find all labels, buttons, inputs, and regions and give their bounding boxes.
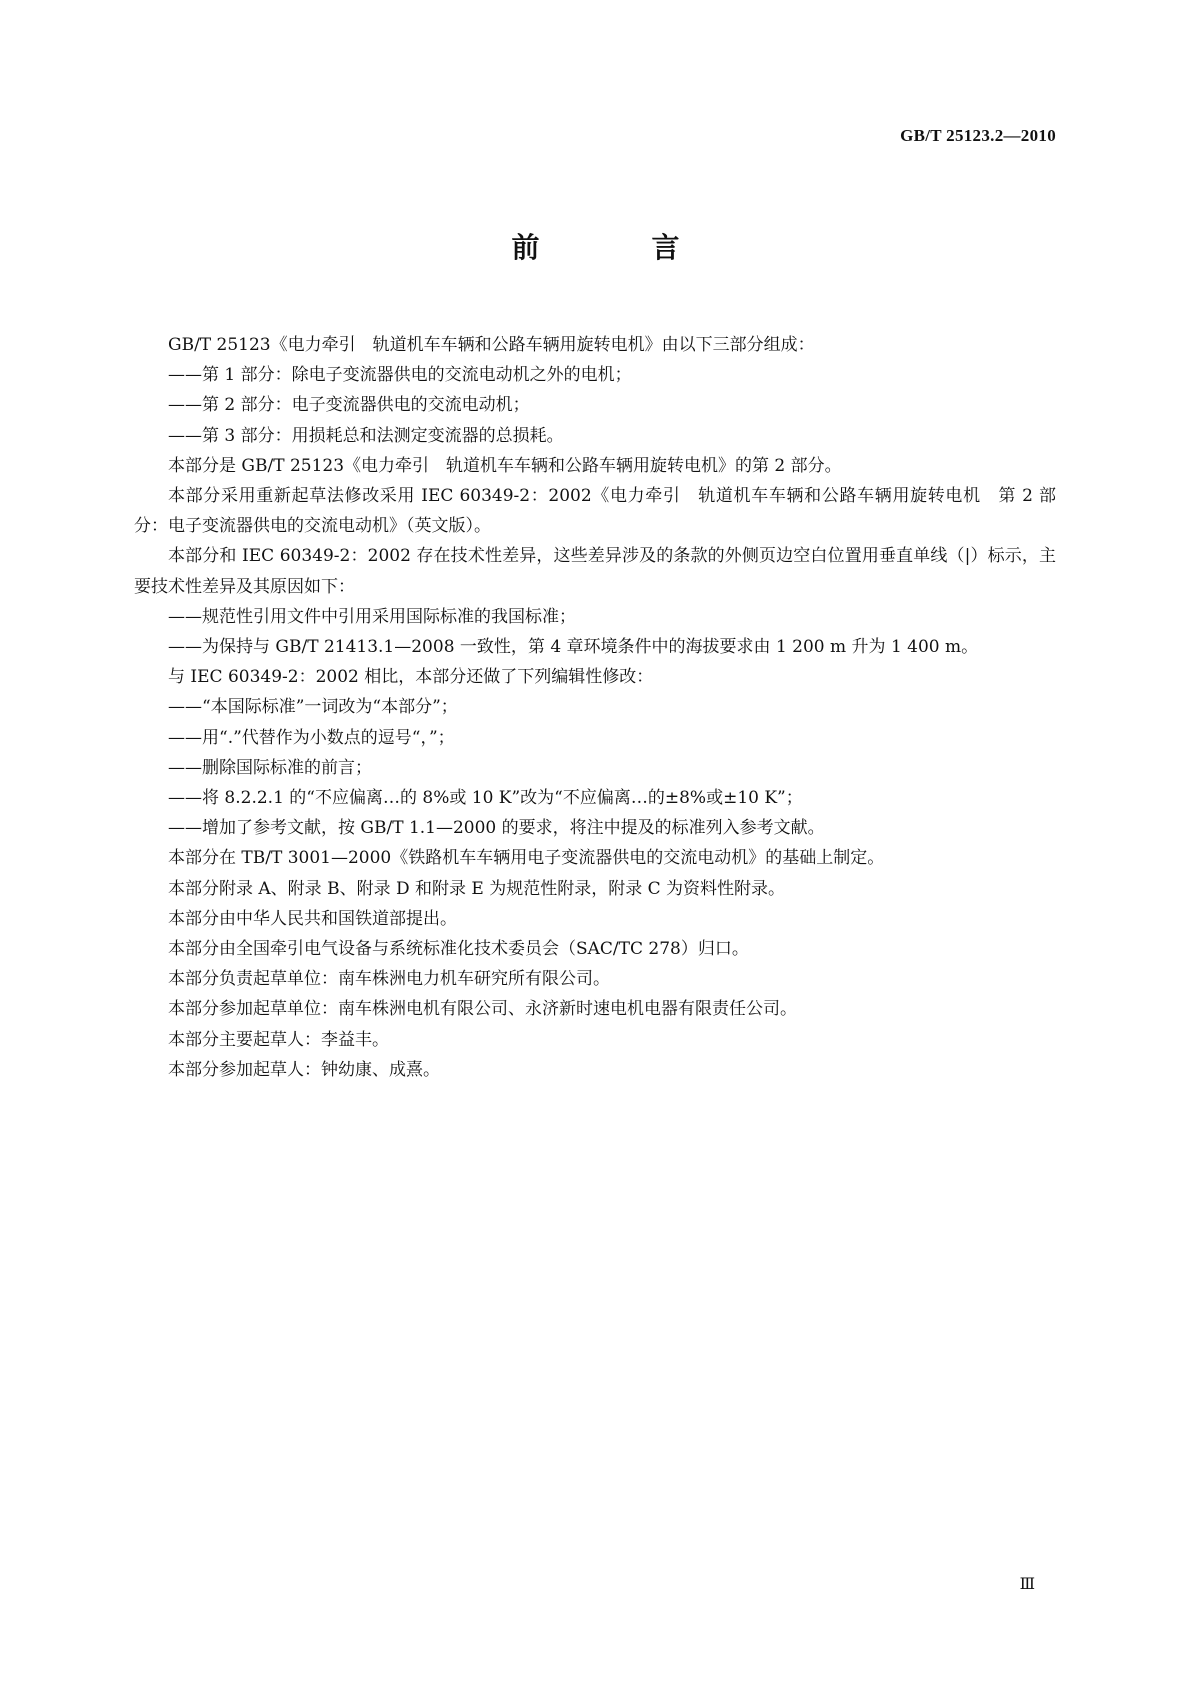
paragraph-proposer: 本部分由中华人民共和国铁道部提出。: [168, 908, 457, 929]
page-number: Ⅲ: [1019, 1576, 1035, 1593]
paragraph-committee: 本部分由全国牵引电气设备与系统标准化技术委员会（SAC/TC 278）归口。: [168, 939, 749, 960]
paragraph-this-part: 本部分是 GB/T 25123《电力牵引 轨道机车车辆和公路车辆用旋转电机》的第 2 部分。: [168, 455, 842, 476]
list-item-part-1: ——第 1 部分：除电子变流器供电的交流电动机之外的电机；: [168, 365, 632, 386]
paragraph-basis: 本部分在 TB/T 3001—2000《铁路机车车辆用电子变流器供电的交流电动机》的基础上制定。: [168, 848, 885, 869]
paragraph-technical-differences: 本部分和 IEC 60349-2：2002 存在技术性差异，这些差异涉及的条款的外侧页边空白位置用垂直单线（|）标示，主要技术性差异及其原因如下：: [134, 546, 1056, 597]
paragraph-responsible-drafter: 本部分负责起草单位：南车株洲电力机车研究所有限公司。: [168, 969, 610, 990]
paragraph-composition: GB/T 25123《电力牵引 轨道机车车辆和公路车辆用旋转电机》由以下三部分组成：: [168, 335, 815, 355]
list-item-part-2: ——第 2 部分：电子变流器供电的交流电动机；: [168, 395, 530, 416]
standard-code: GB/T 25123.2—2010: [900, 126, 1056, 145]
foreword-body: [134, 330, 1056, 1085]
page-title: 前 言: [511, 231, 722, 264]
paragraph-editorial-changes: 与 IEC 60349-2：2002 相比，本部分还做了下列编辑性修改：: [168, 667, 654, 688]
list-item-decimal: ——用“.”代替作为小数点的逗号“，”；: [168, 727, 455, 748]
paragraph-adoption: 本部分采用重新起草法修改采用 IEC 60349-2：2002《电力牵引 轨道机车车辆和公路车辆用旋转电机 第 2 部分：电子变流器供电的交流电动机》（英文版）。: [134, 486, 1056, 537]
list-item-wording: ——“本国际标准”一词改为“本部分”；: [168, 697, 458, 718]
list-item-foreword-removed: ——删除国际标准的前言；: [168, 757, 372, 778]
paragraph-other-drafters: 本部分参加起草人：钟幼康、成熹。: [168, 1059, 440, 1080]
list-item-normative-references: ——规范性引用文件中引用采用国际标准的我国标准；: [168, 606, 576, 627]
paragraph-annexes: 本部分附录 A、附录 B、附录 D 和附录 E 为规范性附录，附录 C 为资料性附录。: [168, 878, 786, 899]
list-item-bibliography: ——增加了参考文献，按 GB/T 1.1—2000 的要求，将注中提及的标准列入参考文献。: [168, 818, 825, 839]
list-item-part-3: ——第 3 部分：用损耗总和法测定变流器的总损耗。: [168, 425, 564, 446]
paragraph-main-drafter: 本部分主要起草人：李益丰。: [168, 1029, 389, 1050]
list-item-tolerance: ——将 8.2.2.1 的“不应偏离…的 8%或 10 K”改为“不应偏离…的±8%或±10 K”；: [168, 788, 803, 809]
paragraph-participating-drafters: 本部分参加起草单位：南车株洲电机有限公司、永济新时速电机电器有限责任公司。: [168, 999, 797, 1020]
list-item-altitude: ——为保持与 GB/T 21413.1—2008 一致性，第 4 章环境条件中的海拔要求由 1 200 m 升为 1 400 m。: [168, 637, 979, 658]
